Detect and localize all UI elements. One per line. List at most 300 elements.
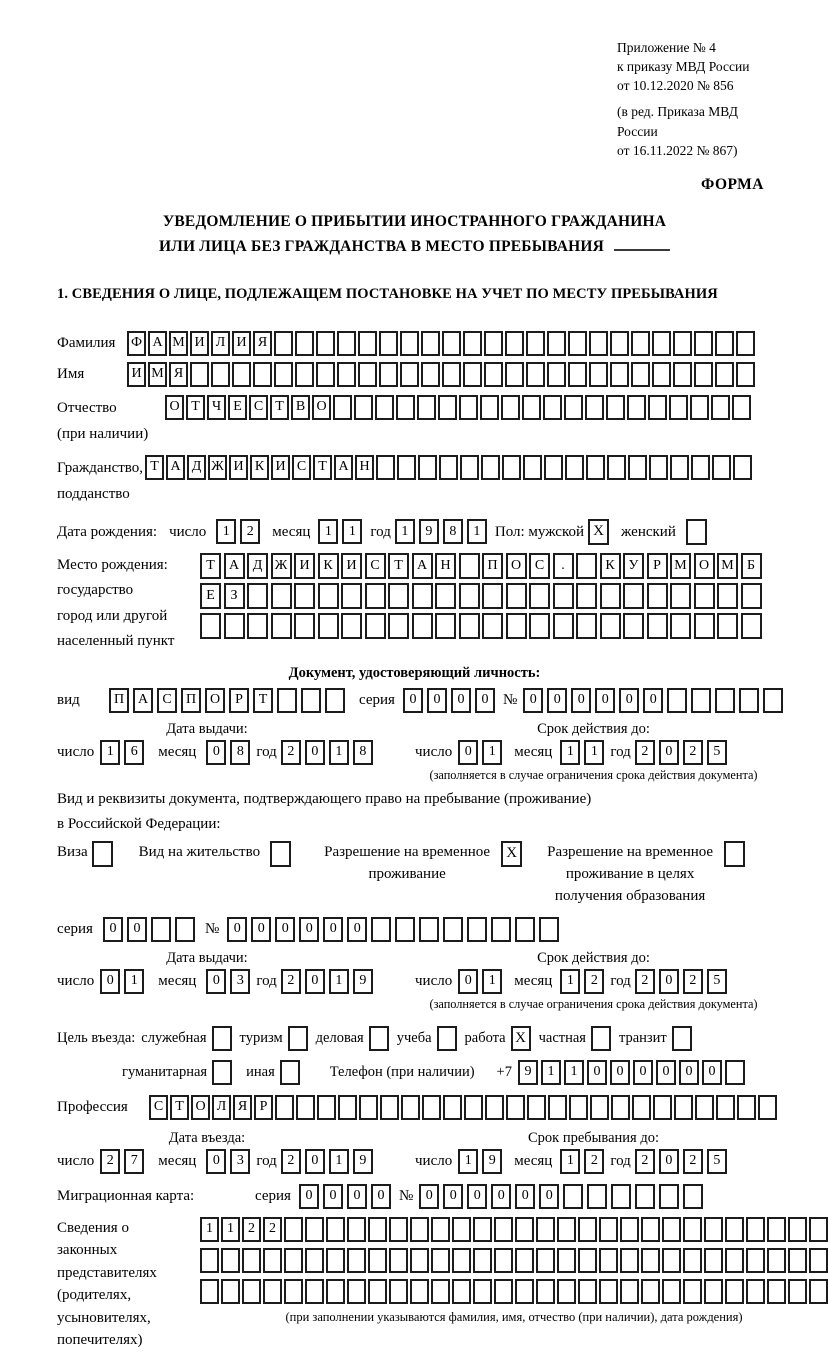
cell[interactable] — [494, 1279, 513, 1304]
cell[interactable] — [600, 583, 621, 609]
cell[interactable] — [365, 613, 386, 639]
cell[interactable] — [564, 395, 583, 420]
cell[interactable]: 1 — [329, 1149, 349, 1174]
cell[interactable]: О — [694, 553, 715, 579]
cell[interactable]: Я — [253, 331, 272, 356]
cell[interactable]: 0 — [659, 1149, 679, 1174]
birthplace-cells-row2[interactable] — [200, 583, 762, 609]
cell[interactable]: 1 — [482, 740, 502, 765]
cell[interactable] — [725, 1217, 744, 1242]
cell[interactable] — [421, 362, 440, 387]
legal-reps-cells-row1[interactable] — [200, 1217, 828, 1242]
cell[interactable] — [347, 1248, 366, 1273]
cell[interactable] — [325, 688, 345, 713]
cell[interactable] — [563, 1184, 583, 1209]
cell[interactable] — [809, 1248, 828, 1273]
legal-reps-cells-row3[interactable] — [200, 1279, 828, 1304]
cell[interactable] — [635, 1184, 655, 1209]
cell[interactable]: 2 — [635, 1149, 655, 1174]
cell[interactable]: 2 — [635, 740, 655, 765]
cell[interactable]: У — [623, 553, 644, 579]
cell[interactable] — [652, 362, 671, 387]
cell[interactable]: С — [149, 1095, 168, 1120]
cell[interactable]: 0 — [419, 1184, 439, 1209]
cell[interactable] — [694, 583, 715, 609]
cell[interactable]: 0 — [305, 1149, 325, 1174]
cell[interactable]: 7 — [124, 1149, 144, 1174]
cell[interactable]: 8 — [353, 740, 373, 765]
issue-day-cells[interactable] — [100, 740, 144, 765]
migration-series-cells[interactable] — [299, 1184, 391, 1209]
doc-series-cells[interactable] — [403, 688, 495, 713]
cell[interactable]: Е — [228, 395, 247, 420]
cell[interactable]: Т — [170, 1095, 189, 1120]
cell[interactable] — [305, 1217, 324, 1242]
cell[interactable]: Р — [229, 688, 249, 713]
cell[interactable] — [389, 1279, 408, 1304]
cell[interactable]: 9 — [353, 1149, 373, 1174]
cell[interactable] — [274, 331, 293, 356]
cell[interactable] — [316, 331, 335, 356]
cell[interactable] — [620, 1217, 639, 1242]
cell[interactable] — [375, 395, 394, 420]
cell[interactable] — [557, 1248, 576, 1273]
cell[interactable] — [691, 455, 710, 480]
legal-reps-cells-row2[interactable] — [200, 1248, 828, 1273]
cell[interactable] — [200, 613, 221, 639]
temp-residence-edu-checkbox[interactable] — [724, 841, 745, 867]
cell[interactable]: 1 — [541, 1060, 561, 1085]
cell[interactable]: 0 — [523, 688, 543, 713]
cell[interactable]: 9 — [518, 1060, 538, 1085]
cell[interactable]: А — [334, 455, 353, 480]
cell[interactable] — [435, 583, 456, 609]
cell[interactable]: 2 — [281, 1149, 301, 1174]
cell[interactable] — [464, 1095, 483, 1120]
cell[interactable] — [400, 362, 419, 387]
cell[interactable] — [733, 455, 752, 480]
cell[interactable] — [610, 331, 629, 356]
cell[interactable] — [326, 1217, 345, 1242]
cell[interactable] — [482, 583, 503, 609]
cell[interactable]: Т — [145, 455, 164, 480]
cell[interactable] — [599, 1217, 618, 1242]
cell[interactable] — [736, 362, 755, 387]
cell[interactable] — [341, 613, 362, 639]
cell[interactable] — [484, 362, 503, 387]
doc-kind-cells[interactable] — [109, 688, 345, 713]
cell[interactable] — [443, 1095, 462, 1120]
purpose-humanitarian-checkbox[interactable] — [212, 1060, 232, 1085]
cell[interactable] — [379, 331, 398, 356]
cell[interactable]: О — [191, 1095, 210, 1120]
cell[interactable] — [294, 583, 315, 609]
cell[interactable] — [670, 583, 691, 609]
cell[interactable] — [543, 395, 562, 420]
cell[interactable] — [505, 362, 524, 387]
cell[interactable]: 0 — [323, 917, 343, 942]
migration-number-cells[interactable] — [419, 1184, 703, 1209]
cell[interactable] — [632, 1095, 651, 1120]
cell[interactable] — [557, 1217, 576, 1242]
cell[interactable] — [576, 553, 597, 579]
cell[interactable] — [494, 1217, 513, 1242]
cell[interactable]: 5 — [707, 969, 727, 994]
cell[interactable]: С — [529, 553, 550, 579]
cell[interactable] — [480, 395, 499, 420]
cell[interactable]: 9 — [353, 969, 373, 994]
cell[interactable] — [694, 362, 713, 387]
cell[interactable] — [548, 1095, 567, 1120]
cell[interactable] — [610, 362, 629, 387]
cell[interactable] — [473, 1217, 492, 1242]
cell[interactable]: 8 — [443, 519, 463, 544]
cell[interactable] — [438, 395, 457, 420]
cell[interactable] — [358, 331, 377, 356]
cell[interactable]: Ж — [208, 455, 227, 480]
cell[interactable]: 0 — [347, 1184, 367, 1209]
cell[interactable]: 1 — [395, 519, 415, 544]
cell[interactable] — [641, 1248, 660, 1273]
cell[interactable] — [484, 331, 503, 356]
cell[interactable] — [809, 1217, 828, 1242]
option-residence-permit[interactable] — [139, 841, 291, 867]
option-temp-residence-edu[interactable] — [544, 841, 745, 907]
cell[interactable]: 5 — [707, 1149, 727, 1174]
cell[interactable]: 1 — [329, 969, 349, 994]
cell[interactable] — [659, 1184, 679, 1209]
cell[interactable] — [200, 1248, 219, 1273]
cell[interactable] — [365, 583, 386, 609]
cell[interactable]: 9 — [419, 519, 439, 544]
cell[interactable] — [711, 395, 730, 420]
cell[interactable]: Л — [211, 331, 230, 356]
cell[interactable] — [620, 1279, 639, 1304]
cell[interactable]: 8 — [230, 740, 250, 765]
cell[interactable] — [459, 583, 480, 609]
cell[interactable] — [704, 1279, 723, 1304]
cell[interactable] — [725, 1279, 744, 1304]
cell[interactable] — [662, 1217, 681, 1242]
cell[interactable] — [557, 1279, 576, 1304]
birth-month-cells[interactable] — [318, 519, 362, 544]
cell[interactable]: 1 — [482, 969, 502, 994]
entry-month-cells[interactable] — [206, 1149, 250, 1174]
cell[interactable]: 0 — [656, 1060, 676, 1085]
purpose-private-checkbox[interactable] — [591, 1026, 611, 1051]
cell[interactable] — [653, 1095, 672, 1120]
male-checkbox[interactable]: X — [588, 519, 609, 545]
cell[interactable]: 1 — [100, 740, 120, 765]
cell[interactable] — [200, 1279, 219, 1304]
cell[interactable] — [410, 1217, 429, 1242]
cell[interactable]: О — [165, 395, 184, 420]
cell[interactable] — [316, 362, 335, 387]
cell[interactable]: Я — [169, 362, 188, 387]
cell[interactable]: 0 — [458, 740, 478, 765]
cell[interactable]: С — [249, 395, 268, 420]
cell[interactable]: 1 — [318, 519, 338, 544]
cell[interactable] — [410, 1248, 429, 1273]
cell[interactable] — [553, 613, 574, 639]
cell[interactable]: С — [157, 688, 177, 713]
cell[interactable]: 0 — [610, 1060, 630, 1085]
cell[interactable] — [221, 1279, 240, 1304]
cell[interactable] — [746, 1217, 765, 1242]
cell[interactable] — [247, 613, 268, 639]
cell[interactable]: 1 — [124, 969, 144, 994]
cell[interactable] — [410, 1279, 429, 1304]
cell[interactable]: Т — [313, 455, 332, 480]
cell[interactable] — [620, 1248, 639, 1273]
cell[interactable] — [481, 455, 500, 480]
cell[interactable]: 2 — [281, 969, 301, 994]
cell[interactable]: И — [294, 553, 315, 579]
cell[interactable] — [396, 395, 415, 420]
cell[interactable] — [515, 917, 535, 942]
cell[interactable] — [305, 1279, 324, 1304]
cell[interactable] — [431, 1279, 450, 1304]
cell[interactable] — [333, 395, 352, 420]
cell[interactable] — [442, 362, 461, 387]
cell[interactable] — [421, 331, 440, 356]
residence-issue-year-cells[interactable] — [281, 969, 373, 994]
cell[interactable] — [647, 613, 668, 639]
cell[interactable] — [501, 395, 520, 420]
cell[interactable]: Т — [200, 553, 221, 579]
cell[interactable] — [419, 917, 439, 942]
cell[interactable] — [368, 1248, 387, 1273]
cell[interactable] — [379, 362, 398, 387]
cell[interactable]: 0 — [323, 1184, 343, 1209]
cell[interactable] — [673, 331, 692, 356]
cell[interactable] — [715, 362, 734, 387]
cell[interactable] — [347, 1217, 366, 1242]
cell[interactable]: Е — [200, 583, 221, 609]
cell[interactable] — [652, 331, 671, 356]
cell[interactable] — [274, 362, 293, 387]
cell[interactable] — [301, 688, 321, 713]
issue-year-cells[interactable] — [281, 740, 373, 765]
cell[interactable] — [473, 1248, 492, 1273]
cell[interactable] — [505, 331, 524, 356]
cell[interactable]: Ф — [127, 331, 146, 356]
cell[interactable] — [515, 1248, 534, 1273]
cell[interactable]: 0 — [206, 740, 226, 765]
cell[interactable]: К — [250, 455, 269, 480]
cell[interactable]: 0 — [679, 1060, 699, 1085]
cell[interactable]: 1 — [221, 1217, 240, 1242]
cell[interactable]: Р — [647, 553, 668, 579]
cell[interactable]: 1 — [467, 519, 487, 544]
cell[interactable]: Ж — [271, 553, 292, 579]
cell[interactable]: 0 — [275, 917, 295, 942]
cell[interactable] — [354, 395, 373, 420]
cell[interactable] — [452, 1279, 471, 1304]
cell[interactable] — [641, 1279, 660, 1304]
residence-expiry-month-cells[interactable] — [560, 969, 604, 994]
cell[interactable]: Н — [355, 455, 374, 480]
cell[interactable] — [628, 455, 647, 480]
cell[interactable] — [758, 1095, 777, 1120]
cell[interactable]: 0 — [371, 1184, 391, 1209]
cell[interactable]: 0 — [299, 917, 319, 942]
cell[interactable] — [788, 1217, 807, 1242]
cell[interactable]: И — [341, 553, 362, 579]
cell[interactable] — [442, 331, 461, 356]
cell[interactable]: 1 — [584, 740, 604, 765]
cell[interactable] — [578, 1248, 597, 1273]
cell[interactable] — [767, 1279, 786, 1304]
cell[interactable]: С — [292, 455, 311, 480]
cell[interactable] — [253, 362, 272, 387]
cell[interactable] — [746, 1279, 765, 1304]
cell[interactable] — [741, 583, 762, 609]
residence-permit-checkbox[interactable] — [270, 841, 291, 867]
cell[interactable]: 0 — [458, 969, 478, 994]
cell[interactable] — [271, 583, 292, 609]
cell[interactable] — [611, 1184, 631, 1209]
cell[interactable]: 1 — [216, 519, 236, 544]
option-temp-residence[interactable] — [321, 841, 522, 885]
cell[interactable] — [669, 395, 688, 420]
cell[interactable] — [648, 395, 667, 420]
cell[interactable] — [224, 613, 245, 639]
cell[interactable] — [716, 1095, 735, 1120]
cell[interactable] — [599, 1279, 618, 1304]
female-checkbox[interactable] — [686, 519, 707, 545]
cell[interactable] — [788, 1279, 807, 1304]
cell[interactable] — [704, 1217, 723, 1242]
cell[interactable] — [388, 613, 409, 639]
stay-month-cells[interactable] — [560, 1149, 604, 1174]
cell[interactable] — [763, 688, 783, 713]
cell[interactable]: 0 — [702, 1060, 722, 1085]
cell[interactable] — [318, 583, 339, 609]
cell[interactable] — [443, 917, 463, 942]
residence-expiry-year-cells[interactable] — [635, 969, 727, 994]
cell[interactable] — [284, 1217, 303, 1242]
citizenship-cells[interactable] — [145, 455, 752, 480]
birth-year-cells[interactable] — [395, 519, 487, 544]
cell[interactable]: 0 — [539, 1184, 559, 1209]
cell[interactable] — [397, 455, 416, 480]
birth-day-cells[interactable] — [216, 519, 260, 544]
cell[interactable] — [536, 1248, 555, 1273]
cell[interactable] — [611, 1095, 630, 1120]
cell[interactable]: 2 — [100, 1149, 120, 1174]
cell[interactable]: 0 — [619, 688, 639, 713]
residence-series-cells[interactable] — [103, 917, 195, 942]
cell[interactable]: Т — [253, 688, 273, 713]
cell[interactable] — [694, 331, 713, 356]
cell[interactable] — [649, 455, 668, 480]
cell[interactable] — [522, 395, 541, 420]
cell[interactable] — [739, 688, 759, 713]
cell[interactable]: 0 — [467, 1184, 487, 1209]
cell[interactable] — [623, 583, 644, 609]
purpose-study-checkbox[interactable] — [437, 1026, 457, 1051]
cell[interactable] — [467, 917, 487, 942]
cell[interactable] — [494, 1248, 513, 1273]
cell[interactable]: И — [127, 362, 146, 387]
cell[interactable]: 0 — [443, 1184, 463, 1209]
cell[interactable]: 2 — [635, 969, 655, 994]
cell[interactable] — [523, 455, 542, 480]
cell[interactable] — [296, 1095, 315, 1120]
purpose-work-checkbox[interactable]: X — [511, 1026, 531, 1051]
cell[interactable] — [627, 395, 646, 420]
cell[interactable]: Т — [186, 395, 205, 420]
cell[interactable] — [599, 1248, 618, 1273]
cell[interactable] — [515, 1279, 534, 1304]
cell[interactable] — [376, 455, 395, 480]
cell[interactable] — [712, 455, 731, 480]
cell[interactable] — [341, 583, 362, 609]
cell[interactable] — [359, 1095, 378, 1120]
cell[interactable]: 1 — [560, 1149, 580, 1174]
cell[interactable] — [460, 455, 479, 480]
cell[interactable] — [463, 362, 482, 387]
cell[interactable]: А — [148, 331, 167, 356]
cell[interactable] — [295, 362, 314, 387]
cell[interactable] — [662, 1248, 681, 1273]
cell[interactable]: Т — [388, 553, 409, 579]
cell[interactable] — [695, 1095, 714, 1120]
option-visa[interactable] — [57, 841, 113, 867]
expiry-day-cells[interactable] — [458, 740, 502, 765]
cell[interactable]: 1 — [560, 740, 580, 765]
cell[interactable]: 0 — [347, 917, 367, 942]
cell[interactable] — [736, 331, 755, 356]
purpose-business-checkbox[interactable] — [369, 1026, 389, 1051]
cell[interactable] — [412, 583, 433, 609]
purpose-official-checkbox[interactable] — [212, 1026, 232, 1051]
cell[interactable] — [683, 1217, 702, 1242]
cell[interactable] — [242, 1248, 261, 1273]
cell[interactable]: 0 — [103, 917, 123, 942]
surname-cells[interactable] — [127, 331, 755, 356]
cell[interactable] — [717, 613, 738, 639]
cell[interactable] — [263, 1248, 282, 1273]
cell[interactable]: И — [190, 331, 209, 356]
cell[interactable] — [568, 362, 587, 387]
cell[interactable] — [417, 395, 436, 420]
cell[interactable]: 0 — [451, 688, 471, 713]
residence-number-cells[interactable] — [227, 917, 559, 942]
cell[interactable] — [347, 1279, 366, 1304]
cell[interactable]: И — [232, 331, 251, 356]
cell[interactable] — [151, 917, 171, 942]
cell[interactable] — [590, 1095, 609, 1120]
cell[interactable] — [337, 362, 356, 387]
cell[interactable] — [667, 688, 687, 713]
cell[interactable] — [431, 1248, 450, 1273]
cell[interactable]: 2 — [240, 519, 260, 544]
cell[interactable] — [569, 1095, 588, 1120]
cell[interactable] — [190, 362, 209, 387]
cell[interactable]: 6 — [124, 740, 144, 765]
cell[interactable] — [506, 583, 527, 609]
cell[interactable] — [400, 331, 419, 356]
cell[interactable]: 0 — [305, 969, 325, 994]
cell[interactable] — [683, 1184, 703, 1209]
cell[interactable]: М — [169, 331, 188, 356]
cell[interactable] — [388, 583, 409, 609]
cell[interactable]: И — [229, 455, 248, 480]
cell[interactable] — [587, 1184, 607, 1209]
cell[interactable]: А — [412, 553, 433, 579]
